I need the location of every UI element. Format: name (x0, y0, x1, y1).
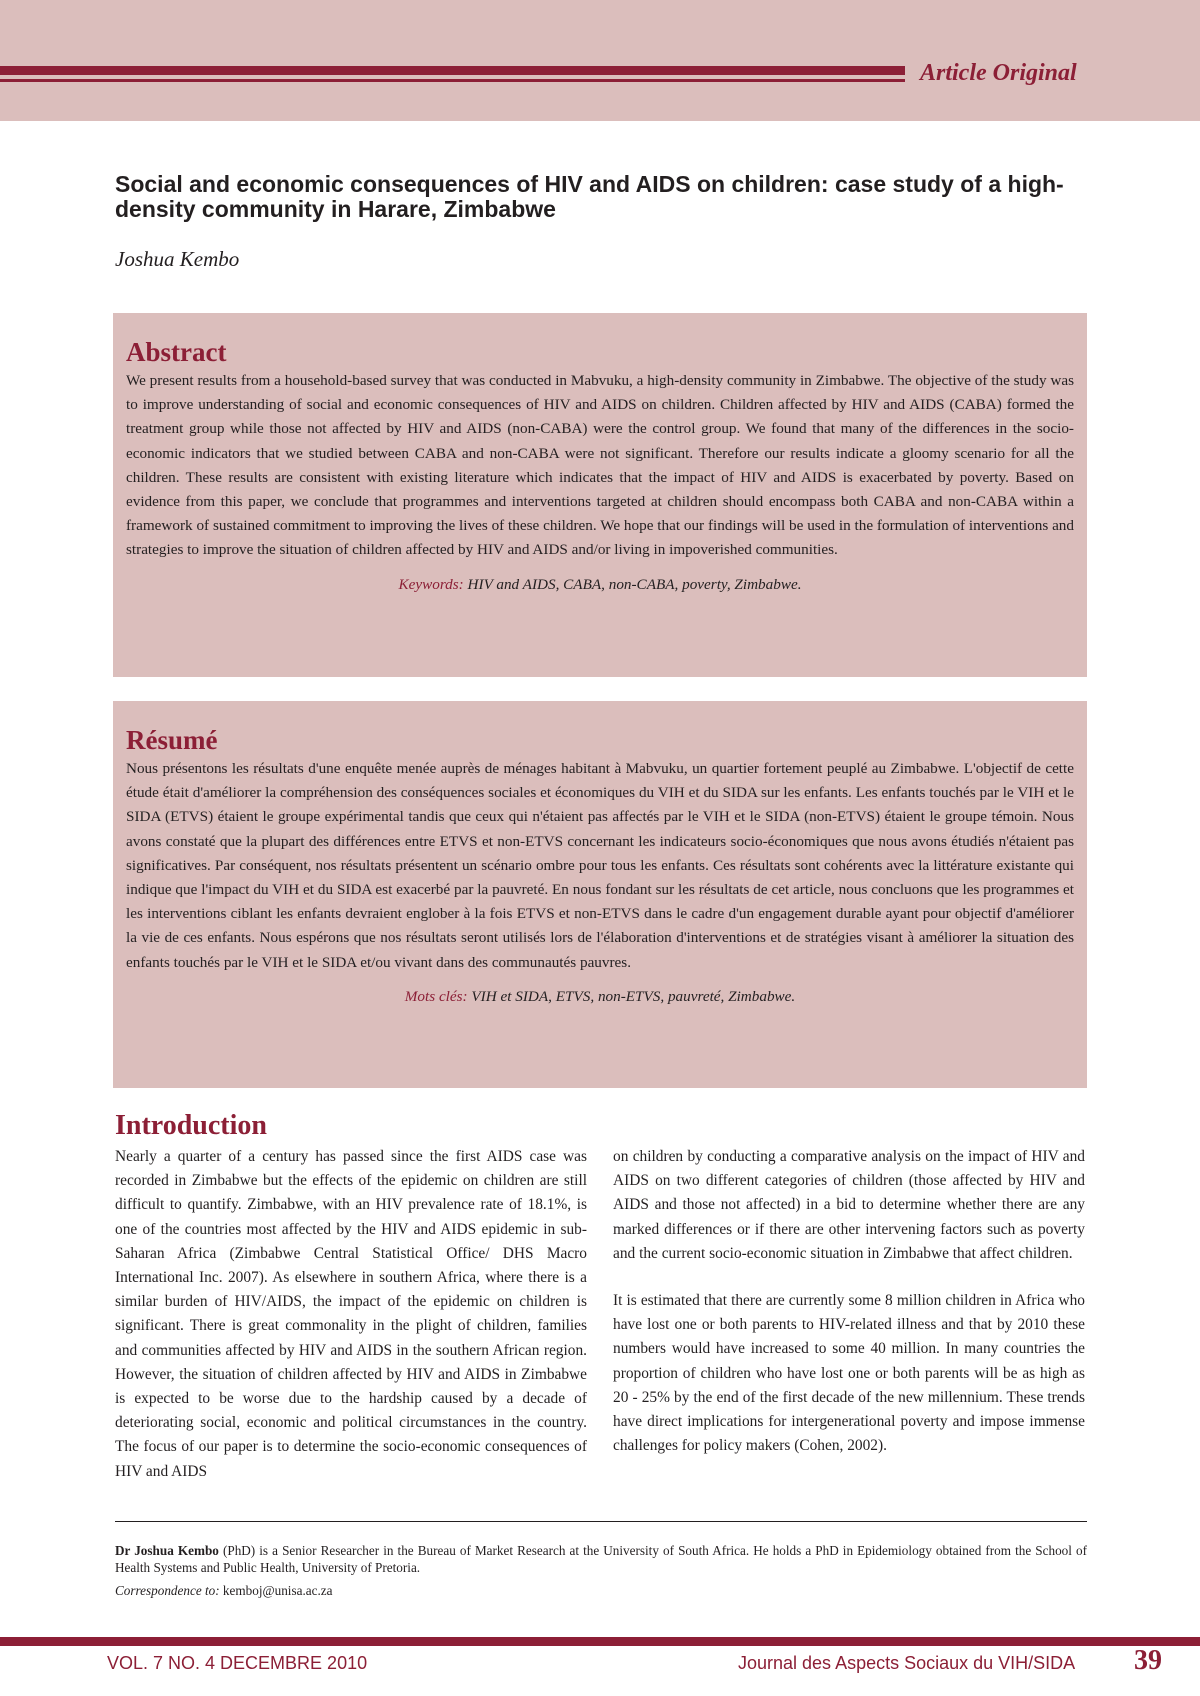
header-rule-thin (0, 79, 905, 82)
resume-keywords (126, 988, 1074, 1006)
correspondence-email: kemboj@unisa.ac.za (219, 1583, 333, 1598)
author-footnote (115, 1542, 1087, 1599)
introduction-left-column (115, 1145, 587, 1507)
keywords-label: Keywords: (398, 575, 464, 593)
article-title: Social and economic consequences of HIV and AIDS on children: case study of a high-density community in Harare, Zimbabwe (115, 171, 1064, 222)
issue-info: VOL. 7 NO. 4 DECEMBRE 2010 (107, 1653, 368, 1673)
correspondence-line (115, 1582, 1087, 1599)
introduction-paragraph: Nearly a quarter of a century has passed since the first AIDS case was recorded in Zimbabwe but the effects of the epidemic on children are still difficult to quantify. Zimbabwe, with an HIV prevalence rate of 18.1%, is one of the countries most affected by the HIV and AIDS epidemic in sub-Saharan Africa (Zimbabwe Central Statistical Office/ DHS Macro International Inc. 2007). As elsewhere in southern Africa, where there is a similar burden of HIV/AIDS, the impact of the epidemic on children is significant. There is great commonality in the plight of children, families and communities affected by HIV and AIDS in the southern African region. However, the situation of children affected by HIV and AIDS in Zimbabwe is expected to be worse due to the hardship caused by a decade of deteriorating social, economic and political circumstances in the country. The focus of our paper is to determine the socio-economic consequences of HIV and AIDS (115, 1148, 587, 1480)
introduction-right-column (613, 1145, 1085, 1481)
footnote-author-name: Dr Joshua Kembo (115, 1543, 219, 1558)
journal-name: Journal des Aspects Sociaux du VIH/SIDA (738, 1653, 1076, 1673)
introduction-paragraph: It is estimated that there are currently some 8 million children in Africa who have lost one or both parents to HIV-related illness and that by 2010 these numbers would have increased to some 40 million. In many countries the proportion of children who have lost one or both parents will be as high as 20 - 25% by the end of the first decade of the new millennium. These trends have direct implications for intergenerational poverty and impose immense challenges for policy makers (Cohen, 2002). (613, 1292, 1085, 1455)
abstract-keywords (126, 576, 1074, 594)
resume-text: Nous présentons les résultats d'une enquête menée auprès de ménages habitant à Mabvuku, un quartier fortement peuplé au Zimbabwe. L'objectif de cette étude était d'améliorer la compréhension des conséquences sociales et économiques du VIH et du SIDA sur les enfants. Les enfants touchés par le VIH et le SIDA (ETVS) étaient le groupe expérimental tandis que ceux qui n'étaient pas affectés par le VIH et le SIDA (non-ETVS) étaient le groupe témoin. Nous avons constaté que la plupart des différences entre ETVS et non-ETVS concernant les indicateurs socio-économiques que nous avons étudiés n'étaient pas significatives. Par conséquent, nos résultats présentent un scénario ombre pour tous les enfants. Ces résultats sont cohérents avec la littérature existante qui indique que l'impact du VIH et du SIDA est exacerbé par la pauvreté. En nous fondant sur les résultats de cet article, nous concluons que les programmes et les interventions ciblant les enfants devraient englober à la fois ETVS et non-ETVS dans le cadre d'un engagement durable ayant pour objectif d'améliorer la vie de ces enfants. Nous espérons que nos résultats seront utilisés lors de l'élaboration d'interventions et de stratégies visant à améliorer la situation des enfants touchés par le VIH et le SIDA et/ou vivant dans des communautés pauvres. (126, 760, 1074, 971)
abstract-panel (113, 313, 1087, 677)
mots-cles-list: VIH et SIDA, ETVS, non-ETVS, pauvreté, Zimbabwe. (471, 987, 796, 1005)
introduction-paragraph: on children by conducting a comparative analysis on the impact of HIV and AIDS on two different categories of children (those affected by HIV and AIDS and those not affected) in a bid to determine whether there are any marked differences or if there are other intervening factors such as poverty and the current socio-economic situation in Zimbabwe that affect children. (613, 1148, 1085, 1262)
footer-rule (0, 1637, 1200, 1646)
resume-heading: Résumé (126, 725, 218, 755)
mots-cles-label: Mots clés: (404, 987, 468, 1005)
abstract-text: We present results from a household-based survey that was conducted in Mabvuku, a high-density community in Zimbabwe. The objective of the study was to improve understanding of social and economic consequences of HIV and AIDS on children. Children affected by HIV and AIDS (CABA) formed the treatment group while those not affected by HIV and AIDS (non-CABA) were the control group. We found that many of the differences in the socio-economic indicators that we studied between CABA and non-CABA were not significant. Therefore our results indicate a gloomy scenario for all the children. These results are consistent with existing literature which indicates that the impact of HIV and AIDS is exacerbated by poverty. Based on evidence from this paper, we conclude that programmes and interventions targeted at children should encompass both CABA and non-CABA within a framework of sustained commitment to improving the lives of these children. We hope that our findings will be used in the formulation of interventions and strategies to improve the situation of children affected by HIV and AIDS and/or living in impoverished communities. (126, 372, 1074, 559)
footnote-divider (115, 1521, 1087, 1522)
keywords-list: HIV and AIDS, CABA, non-CABA, poverty, Zimbabwe. (467, 575, 802, 593)
abstract-heading: Abstract (126, 337, 227, 367)
header-rule-thick (0, 66, 905, 75)
article-author: Joshua Kembo (115, 247, 240, 271)
section-label: Article Original (920, 60, 1077, 86)
page-number: 39 (1134, 1645, 1162, 1676)
introduction-heading: Introduction (115, 1110, 267, 1141)
resume-panel (113, 701, 1087, 1088)
footnote-bio: (PhD) is a Senior Researcher in the Bureau of Market Research at the University of South Africa. He holds a PhD in Epidemiology obtained from the School of Health Systems and Public Health, University of Pretoria. (115, 1543, 1087, 1575)
correspondence-label: Correspondence to: (115, 1583, 220, 1598)
